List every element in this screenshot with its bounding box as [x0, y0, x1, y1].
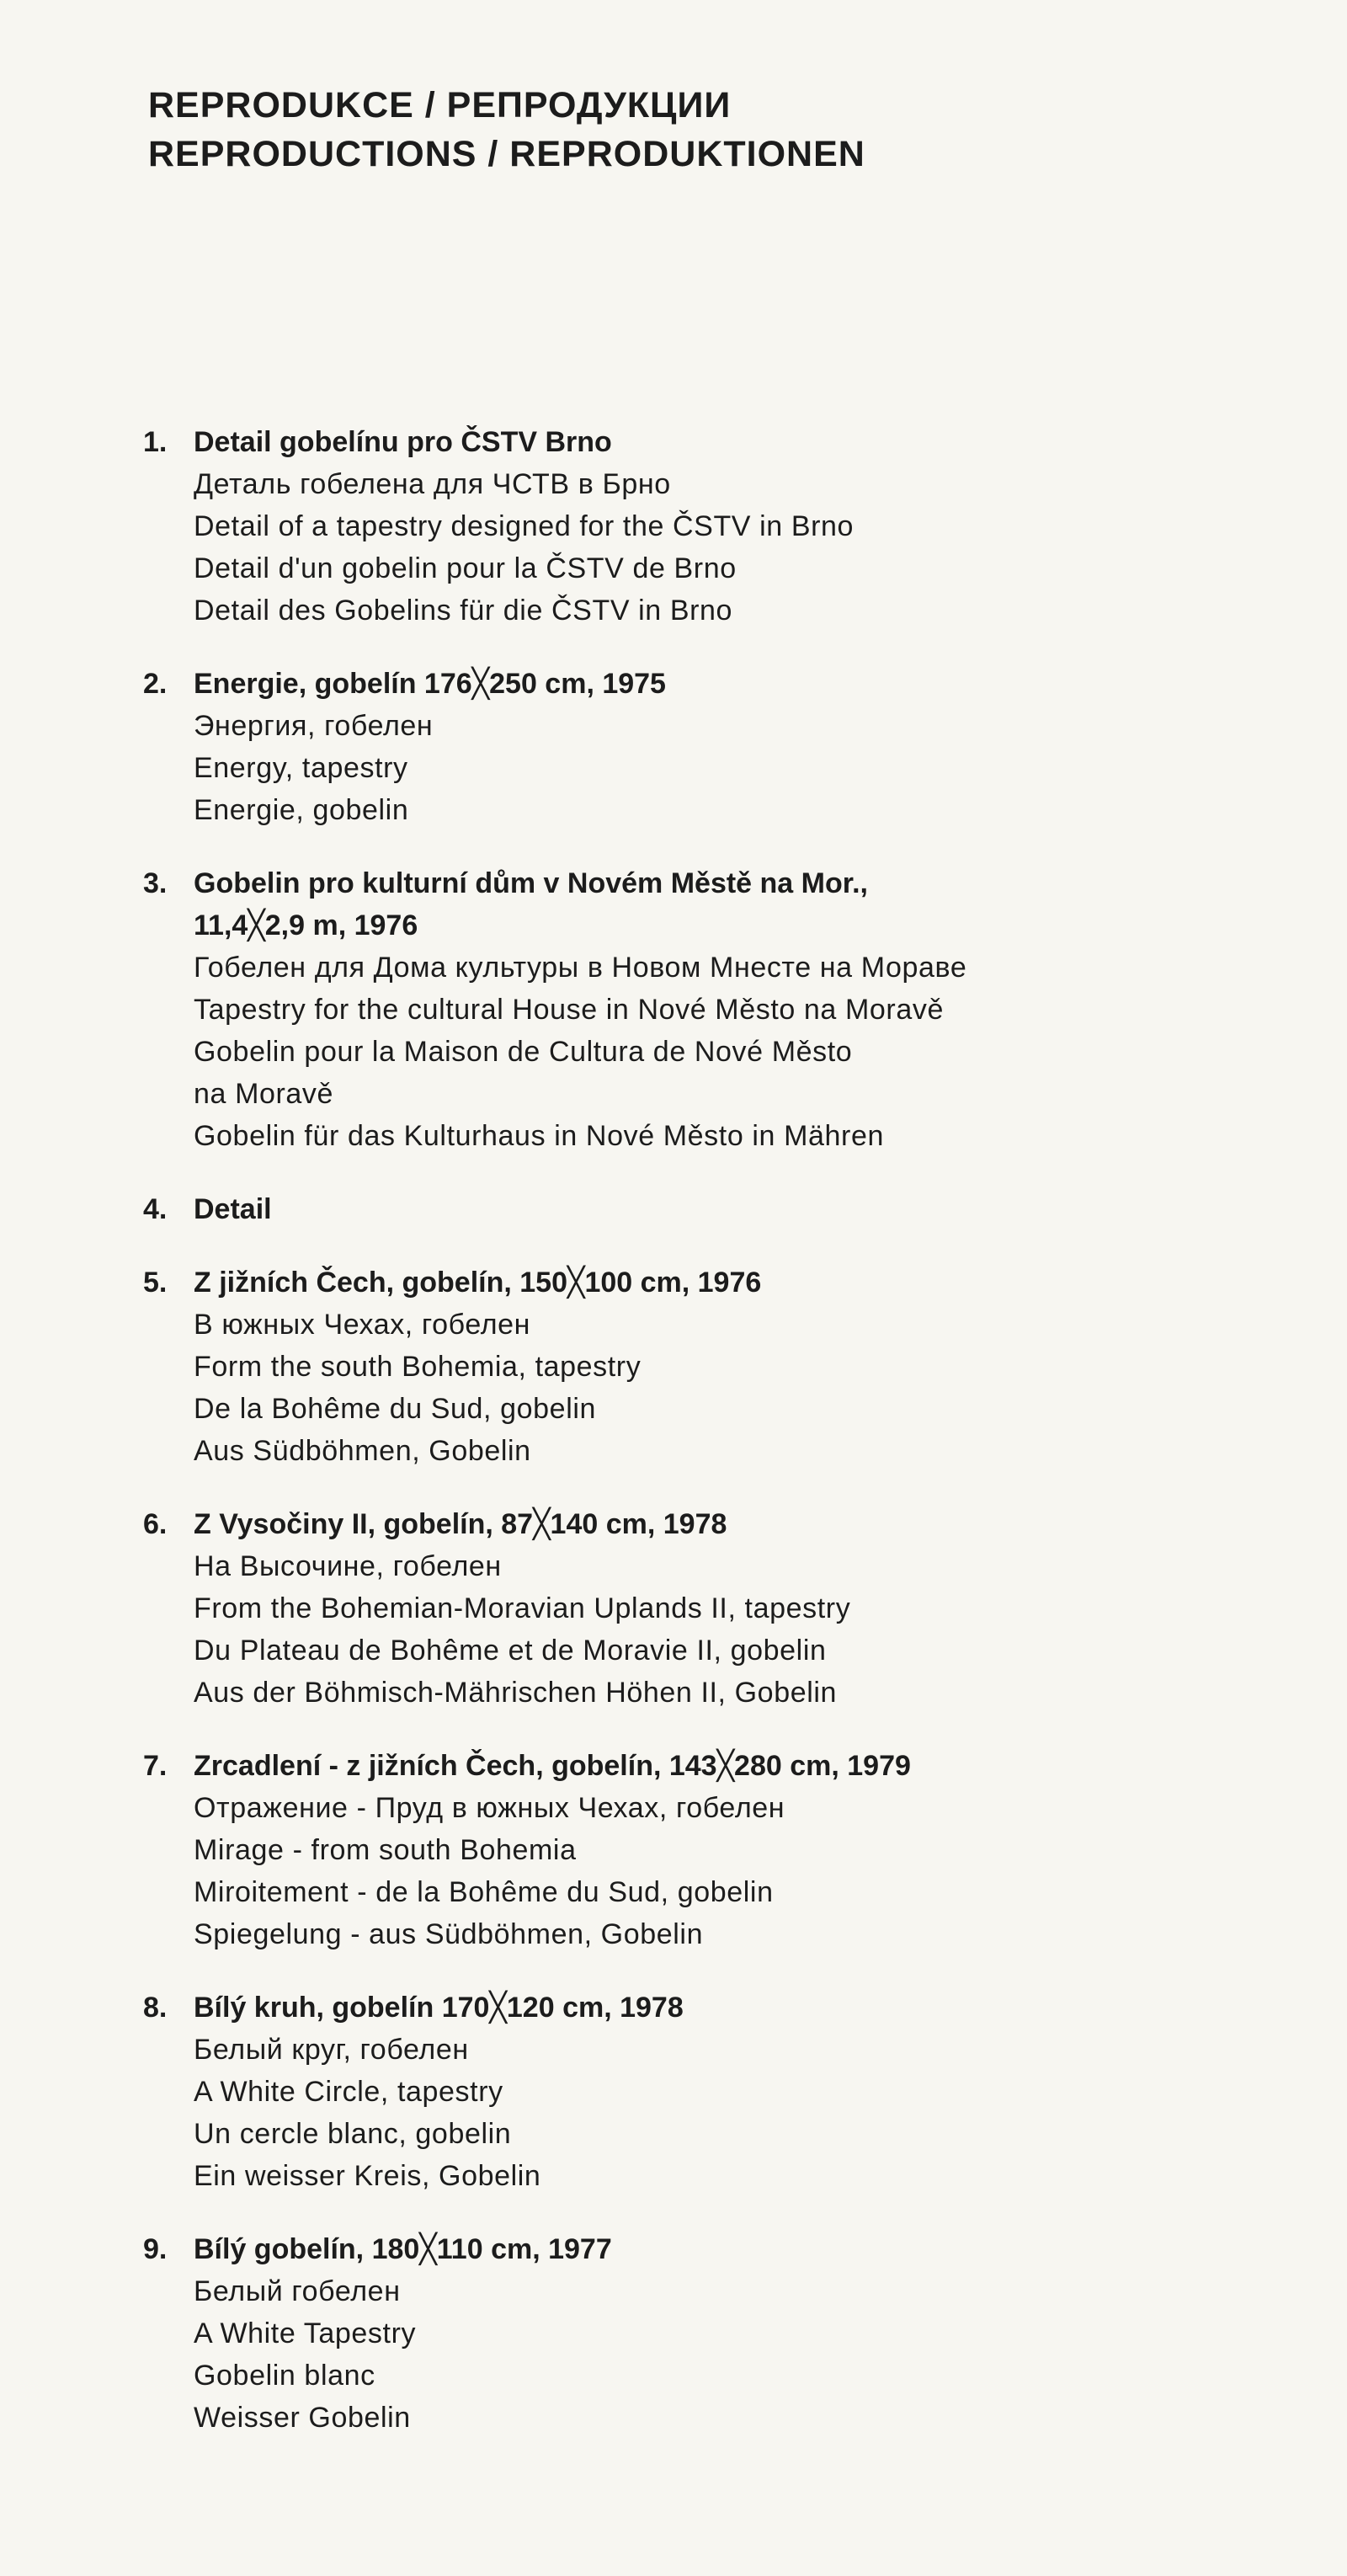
- entry-translation: A White Tapestry: [194, 2317, 417, 2349]
- page-heading: [148, 81, 865, 179]
- entry-translation: Энергия, гобелен: [194, 710, 434, 742]
- entry-translation: В южных Чехах, гобелен: [194, 1309, 531, 1341]
- list-item: [143, 663, 1238, 831]
- entry-translation: Energie, gobelin: [194, 794, 409, 826]
- entry-translation: Miroitement - de la Bohême du Sud, gobelin: [194, 1876, 774, 1908]
- entry-translation: Mirage - from south Bohemia: [194, 1834, 577, 1866]
- entry-translation: From the Bohemian-Moravian Uplands II, tapestry: [194, 1592, 851, 1624]
- list-item: [143, 862, 1238, 1157]
- list-item: [143, 1188, 1238, 1230]
- entry-translation: na Moravě: [194, 1078, 334, 1110]
- entry-translation: Detail of a tapestry designed for the ČSTV in Brno: [194, 510, 855, 542]
- entry-title: Energie, gobelín 176╳250 cm, 1975: [194, 668, 666, 700]
- entry-translation: Aus der Böhmisch-Mährischen Höhen II, Gobelin: [194, 1677, 838, 1709]
- entry-number: 7.: [143, 1750, 168, 1782]
- list-item: [143, 1987, 1238, 2197]
- entry-title: Z jižních Čech, gobelín, 150╳100 cm, 1976: [194, 1267, 762, 1299]
- entry-translation: Detail des Gobelins für die ČSTV in Brno: [194, 595, 733, 627]
- entry-translation: Weisser Gobelin: [194, 2402, 411, 2434]
- list-item: [143, 2228, 1238, 2439]
- entry-title: Bílý gobelín, 180╳110 cm, 1977: [194, 2233, 612, 2265]
- list-item: [143, 1261, 1238, 1472]
- entry-translation: Гобелен для Дома культуры в Новом Мнесте на Мораве: [194, 952, 967, 984]
- entry-translation: Белый гобелен: [194, 2275, 401, 2307]
- entry-translation: Spiegelung - aus Südböhmen, Gobelin: [194, 1918, 704, 1950]
- entry-title: Zrcadlení - z jižních Čech, gobelín, 143╳280 cm, 1979: [194, 1750, 911, 1782]
- entry-title: Bílý kruh, gobelín 170╳120 cm, 1978: [194, 1992, 684, 2024]
- entry-title: Z Vysočiny II, gobelín, 87╳140 cm, 1978: [194, 1508, 727, 1540]
- entry-number: 6.: [143, 1508, 168, 1540]
- entry-translation: De la Bohême du Sud, gobelin: [194, 1393, 597, 1425]
- entry-number: 9.: [143, 2233, 168, 2265]
- entry-title: Gobelin pro kulturní dům v Novém Městě na Mor.,: [194, 867, 868, 899]
- entry-title: 11,4╳2,9 m, 1976: [194, 909, 418, 941]
- list-item: [143, 1503, 1238, 1714]
- entry-number: 1.: [143, 426, 168, 458]
- entry-title: Detail: [194, 1193, 272, 1225]
- entry-translation: Tapestry for the cultural House in Nové Město na Moravě: [194, 994, 944, 1026]
- entry-translation: Du Plateau de Bohême et de Moravie II, gobelin: [194, 1635, 827, 1667]
- entry-title: Detail gobelínu pro ČSTV Brno: [194, 426, 612, 458]
- entry-translation: Energy, tapestry: [194, 752, 408, 784]
- entry-translation: Un cercle blanc, gobelin: [194, 2118, 512, 2150]
- entry-number: 4.: [143, 1193, 168, 1225]
- entry-translation: На Высочине, гобелен: [194, 1550, 502, 1582]
- heading-line-2: REPRODUCTIONS / REPRODUKTIONEN: [148, 134, 865, 174]
- entry-translation: Gobelin pour la Maison de Cultura de Nové Město: [194, 1036, 853, 1068]
- heading-line-1: REPRODUKCE / РЕПРОДУКЦИИ: [148, 85, 732, 125]
- entry-translation: Отражение - Пруд в южных Чехах, гобелен: [194, 1792, 785, 1824]
- entry-translation: A White Circle, tapestry: [194, 2076, 503, 2108]
- entry-number: 8.: [143, 1992, 168, 2024]
- entry-translation: Aus Südböhmen, Gobelin: [194, 1435, 531, 1467]
- entry-translation: Деталь гобелена для ЧСТВ в Брно: [194, 468, 671, 500]
- entry-translation: Detail d'un gobelin pour la ČSTV de Brno: [194, 552, 737, 584]
- entry-number: 2.: [143, 668, 168, 700]
- entry-number: 5.: [143, 1267, 168, 1299]
- entry-translation: Ein weisser Kreis, Gobelin: [194, 2160, 541, 2192]
- list-item: [143, 421, 1238, 632]
- entry-translation: Form the south Bohemia, tapestry: [194, 1351, 642, 1383]
- entry-number: 3.: [143, 867, 168, 899]
- list-item: [143, 1745, 1238, 1955]
- reproductions-list: [143, 421, 1238, 2470]
- entry-translation: Gobelin blanc: [194, 2360, 375, 2392]
- entry-translation: Белый круг, гобелен: [194, 2034, 469, 2066]
- entry-translation: Gobelin für das Kulturhaus in Nové Město in Mähren: [194, 1120, 884, 1152]
